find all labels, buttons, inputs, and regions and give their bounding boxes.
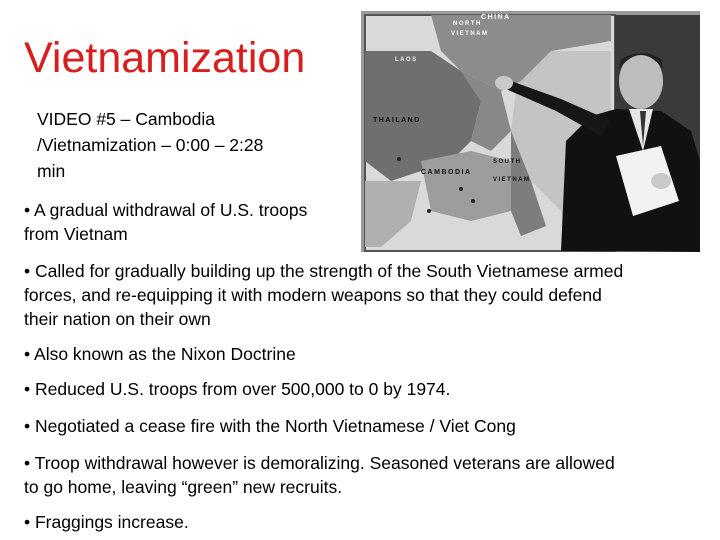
- bullet-line: • A gradual withdrawal of U.S. troops: [24, 200, 308, 220]
- map-label-north-vietnam: VIETNAM: [451, 31, 489, 37]
- map-label-laos: LAOS: [395, 57, 418, 63]
- nixon-map-photo-art: [361, 11, 700, 252]
- video-note: [37, 106, 337, 184]
- nixon-map-photo: [361, 11, 700, 252]
- slide-title: Vietnamization: [24, 34, 306, 82]
- bullet-line: from Vietnam: [24, 224, 128, 244]
- bullet-line: • Called for gradually building up the strength of the South Vietnamese armed: [24, 261, 624, 281]
- bullet-cease-fire: [24, 414, 516, 438]
- bullet-troop-reduction: [24, 377, 450, 401]
- bullet-build-up: [24, 259, 623, 331]
- bullet-line: • Negotiated a cease fire with the North Vietnamese / Viet Cong: [24, 416, 516, 436]
- bullet-line: their nation on their own: [24, 309, 211, 329]
- video-note-line: /Vietnamization – 0:00 – 2:28: [37, 135, 264, 155]
- map-label-north: NORTH: [453, 21, 482, 27]
- bullet-line: • Troop withdrawal however is demoralizing. Seasoned veterans are allowed: [24, 453, 615, 473]
- map-label-thailand: THAILAND: [373, 117, 421, 124]
- map-label-south-vietnam: VIETNAM: [493, 177, 531, 183]
- bullet-fraggings: [24, 510, 189, 534]
- bullet-demoralizing: [24, 451, 615, 499]
- map-label-china: CHINA: [481, 14, 511, 21]
- bullet-line: • Fraggings increase.: [24, 512, 189, 532]
- bullet-withdrawal: [24, 198, 307, 246]
- map-label-cambodia: CAMBODIA: [421, 169, 472, 176]
- video-note-line: VIDEO #5 – Cambodia: [37, 109, 216, 129]
- bullet-line: to go home, leaving “green” new recruits.: [24, 477, 343, 497]
- bullet-nixon-doctrine: [24, 342, 296, 366]
- bullet-line: forces, and re-equipping it with modern weapons so that they could defend: [24, 285, 602, 305]
- map-label-south: SOUTH: [493, 159, 522, 165]
- video-note-line: min: [37, 161, 66, 181]
- bullet-line: • Reduced U.S. troops from over 500,000 to 0 by 1974.: [24, 379, 451, 399]
- bullet-line: • Also known as the Nixon Doctrine: [24, 344, 296, 364]
